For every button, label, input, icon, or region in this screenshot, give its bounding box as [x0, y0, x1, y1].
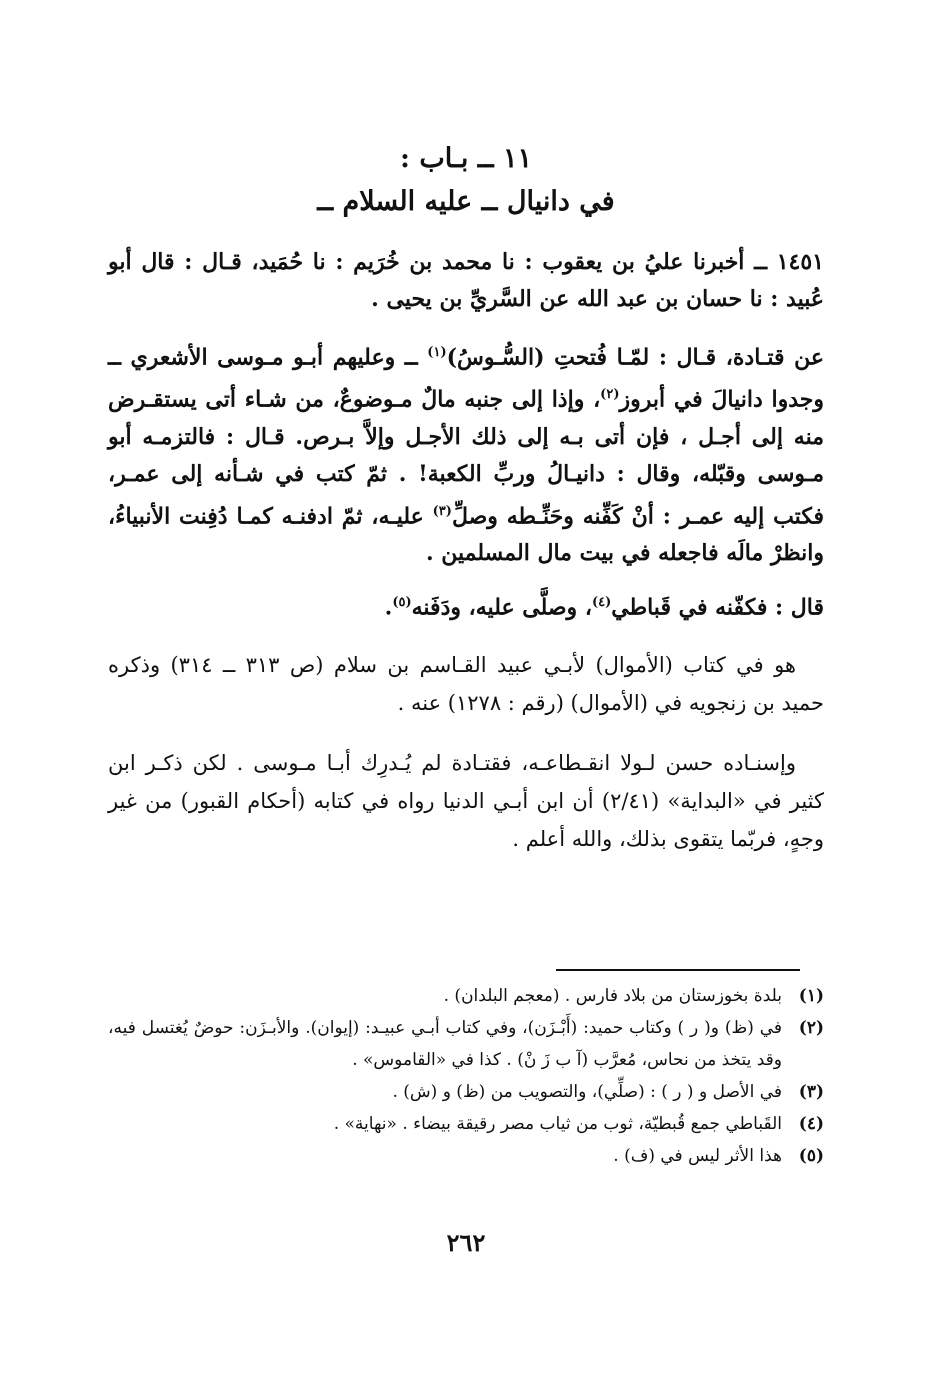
chapter-number: ١١ ــ بـاب : [399, 143, 533, 174]
chapter-title: في دانيال ــ عليه السلام ــ [317, 186, 615, 217]
said-text-1: قال : فكفّنه في قَباطي [611, 594, 824, 621]
footnote-number: (٢) [798, 1018, 824, 1038]
footnote-text: في الأصل و ( ر ) : (صلِّي)، والتصويب من (ظ) و (ش) . [392, 1082, 782, 1102]
main-text [108, 244, 824, 858]
chapter-heading [0, 138, 932, 224]
footnote-ref-5: (٥) [392, 594, 412, 610]
page-number: ٢٦٢ [446, 1228, 486, 1257]
footnote-number: (٤) [798, 1114, 824, 1134]
footnote-separator [556, 969, 800, 971]
hadith-chain: ١٤٥١ ــ أخبرنا عليُ بن يعقوب : نا محمد بن خُرَيم : نا حُمَيد، قـال : قال أبو عُبيد : نا حسان بن عبد الله عن السَّريِّ بن يحيى . [108, 249, 824, 312]
said-text-3: . [384, 594, 393, 621]
editor-comment-isnad: وإسنـاده حسن لـولا انقـطاعـه، فقتـادة لم يُـدرِك أبـا مـوسى . لكن ذكـر ابن كثير في «البداية» (٢/٤١) أن ابن أبـي الدنيا رواه في كتابه (أحكام القبور) من غير وجهٍ، فربّما يتقوى بذلك، والله أعلم . [108, 751, 824, 852]
footnote-number: (٣) [798, 1082, 824, 1102]
footnote-number: (١) [798, 986, 824, 1006]
footnote-text: القَباطي جمع قُبطيّة، ثوب من ثياب مصر رقيقة بيضاء . «نهاية» . [333, 1114, 782, 1134]
footnotes [108, 980, 824, 1172]
editor-comment-source: هو في كتاب (الأموال) لأبـي عبيد القـاسم بن سلام (ص ٣١٣ ــ ٣١٤) وذكره حميد بن زنجويه في (الأموال) (رقم : ١٢٧٨) عنه . [108, 653, 824, 716]
narration-text-1: عن قتـادة، قـال : لمّـا فُتحتِ (السُّـوسُ) [446, 344, 824, 371]
footnote-number: (٥) [798, 1146, 824, 1166]
footnote-ref-3: (٣) [432, 503, 452, 519]
footnote-text: بلدة بخوزستان من بلاد فارس . (معجم البلدان) . [443, 986, 782, 1006]
narration-text-2: ــ وعليهم أبـو مـوسى الأشعري ــ وجدوا دانيالَ في أبروز [108, 344, 824, 413]
footnote-text: في (ظ) و( ر ) وكتاب حميد: (أَبْـزَن)، وفي كتاب أبـي عبيـد: (إيوان). والأبـزَن: حوضٌ يُغتسل فيه، وقد يتخذ من نحاس، مُعرَّب (آ ب زَ نْ) . كذا في «القاموس» . [108, 1018, 782, 1070]
footnote-item [108, 1076, 824, 1108]
said-paragraph [108, 584, 824, 626]
narration-text-4: عليـه، ثمّ ادفنـه كمـا دُفِنت الأنبياءُ، وانظرْ مالَه فاجعله في بيت مال المسلمين . [108, 502, 824, 566]
said-text-2: ، وصلَّى عليه، ودَفَنه [411, 594, 592, 621]
narration-text-3: ، وإذا إلى جنبه مالٌ مـوضوعٌ، من شـاء أتى يستقـرض منه إلى أجـل ، فإن أتى بـه إلى ذلك الأجـل وإلاَّ بـرص. قـال : فالتزمـه أبو مـوسى وقبّله، وقال : دانيـالُ وربِّ الكعبة! . ثمّ كتب في شـأنه إلى عمـر، فكتب إليه عمـر : أنْ كَفِّنه وحَنِّـطه وصلِّ [108, 386, 824, 529]
footnote-ref-1: (١) [427, 345, 447, 360]
footnote-item [108, 1140, 824, 1172]
footnote-item [108, 1012, 824, 1076]
footnote-item [108, 1108, 824, 1140]
footnote-ref-4: (٤) [591, 594, 612, 610]
footnote-item [108, 980, 824, 1012]
footnote-text: هذا الأثر ليس في (ف) . [613, 1146, 782, 1166]
footnote-ref-2: (٢) [600, 387, 620, 403]
narration-paragraph [108, 334, 824, 572]
